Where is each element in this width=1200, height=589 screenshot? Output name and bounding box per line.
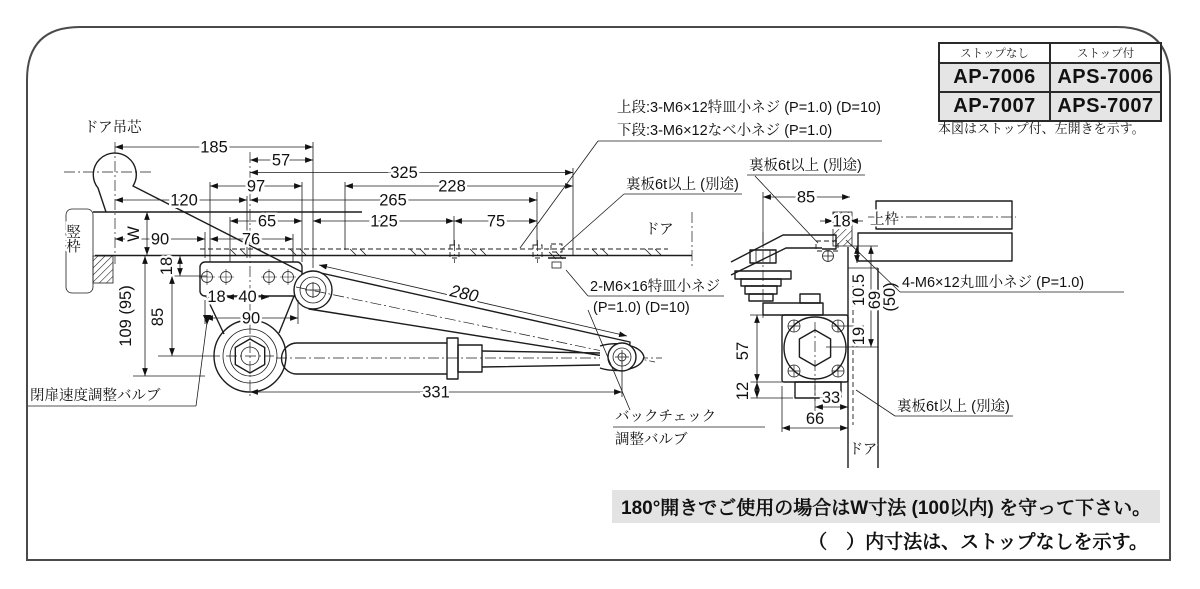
paren-dimension-note: （ ）内寸法は、ストップなしを示す。 [808, 532, 1148, 553]
closing-speed-valve-label: 閉扉速度調整バルブ [30, 388, 161, 404]
table-row [939, 63, 1161, 92]
side-extension-lines [750, 192, 878, 432]
backplate-main-note: 裏板6t以上 (別途) [626, 177, 739, 193]
backcheck-valve-label-line2: 調整バルブ [615, 432, 688, 448]
screw-row-top-note: 上段:3-M6×12特皿小ネジ (P=1.0) (D=10) [617, 100, 881, 116]
model-aps-7007: APS-7007 [1050, 92, 1161, 121]
dim-40: 40 [238, 288, 257, 306]
vertical-frame-label: 竪枠 [64, 224, 80, 253]
dim-65: 65 [257, 212, 277, 231]
dim-18-vertical: 18 [158, 256, 176, 276]
dim-125: 125 [370, 212, 398, 231]
bracket-screw-note: 4-M6×12丸皿小ネジ (P=1.0) [902, 275, 1085, 291]
model-table-header-with-stop: ストップ付 [1050, 43, 1161, 63]
dim-76: 76 [241, 230, 261, 249]
dim-side-69: 69 [866, 290, 884, 310]
w-dimension-warning: 180°開きでご使用の場合はW寸法 (100以内) を守って下さい。 [612, 490, 1160, 523]
dim-57: 57 [271, 151, 291, 170]
dim-side-12: 12 [734, 381, 752, 401]
dim-side-18: 18 [832, 212, 851, 231]
dim-75: 75 [486, 212, 506, 231]
cylinder-body [281, 343, 447, 374]
model-aps-7006: APS-7006 [1050, 63, 1161, 92]
model-ap-7007: AP-7007 [939, 92, 1050, 121]
backcheck-valve-label-line1: バックチェック [615, 409, 717, 425]
side-view-drawing [731, 201, 1016, 468]
door-screw-note-line1: 2-M6×16特皿小ネジ [590, 279, 721, 295]
model-table-note: 本図はストップ付、左開きを示す。 [938, 121, 1145, 136]
dim-90-bracket: 90 [241, 309, 261, 328]
dim-side-10-5: 10.5 [850, 273, 868, 307]
model-table-header-no-stop: ストップなし [939, 43, 1050, 63]
dim-228: 228 [438, 177, 466, 196]
model-table [938, 42, 1162, 122]
door-pivot-label: ドア吊芯 [84, 120, 142, 136]
side-dimension-lines [757, 197, 871, 428]
dim-18-holes: 18 [207, 288, 226, 306]
dim-109-95: 109 (95) [117, 285, 135, 347]
frame-section-hatch [93, 256, 113, 283]
dim-side-19: 19 [850, 326, 868, 346]
dim-side-57: 57 [734, 341, 752, 361]
dim-265: 265 [379, 191, 407, 210]
dim-280-arm: 280 [448, 281, 481, 306]
door-side-label: ドア [848, 442, 878, 458]
top-frame-lower [858, 233, 1012, 261]
dim-w: W [125, 226, 143, 242]
plan-dimension-lines [115, 147, 627, 392]
dim-331: 331 [422, 383, 450, 402]
dim-85: 85 [149, 307, 167, 327]
plate-screw-holes [199, 269, 296, 285]
dim-side-66: 66 [805, 410, 825, 428]
model-ap-7006: AP-7006 [939, 63, 1050, 92]
backplate-body-note: 裏板6t以上 (別途) [897, 399, 1010, 415]
backplate-bracket-note: 裏板6t以上 (別途) [749, 158, 862, 174]
body-corner-screws [788, 320, 844, 377]
dim-185: 185 [200, 138, 228, 157]
screw-row-bottom-note: 下段:3-M6×12なべ小ネジ (P=1.0) [617, 123, 833, 139]
top-frame-label: 上枠 [870, 212, 899, 228]
table-row [939, 92, 1161, 121]
door-plan-label: ドア [645, 222, 674, 238]
dim-side-50: (50) [881, 282, 899, 312]
dim-325: 325 [390, 164, 418, 182]
door-screw-note-line2: (P=1.0) (D=10) [593, 300, 690, 316]
dim-90: 90 [150, 230, 170, 249]
dim-side-33: 33 [821, 389, 841, 407]
dim-side-85: 85 [796, 188, 816, 207]
dim-120: 120 [170, 191, 198, 210]
dim-97: 97 [246, 177, 266, 196]
